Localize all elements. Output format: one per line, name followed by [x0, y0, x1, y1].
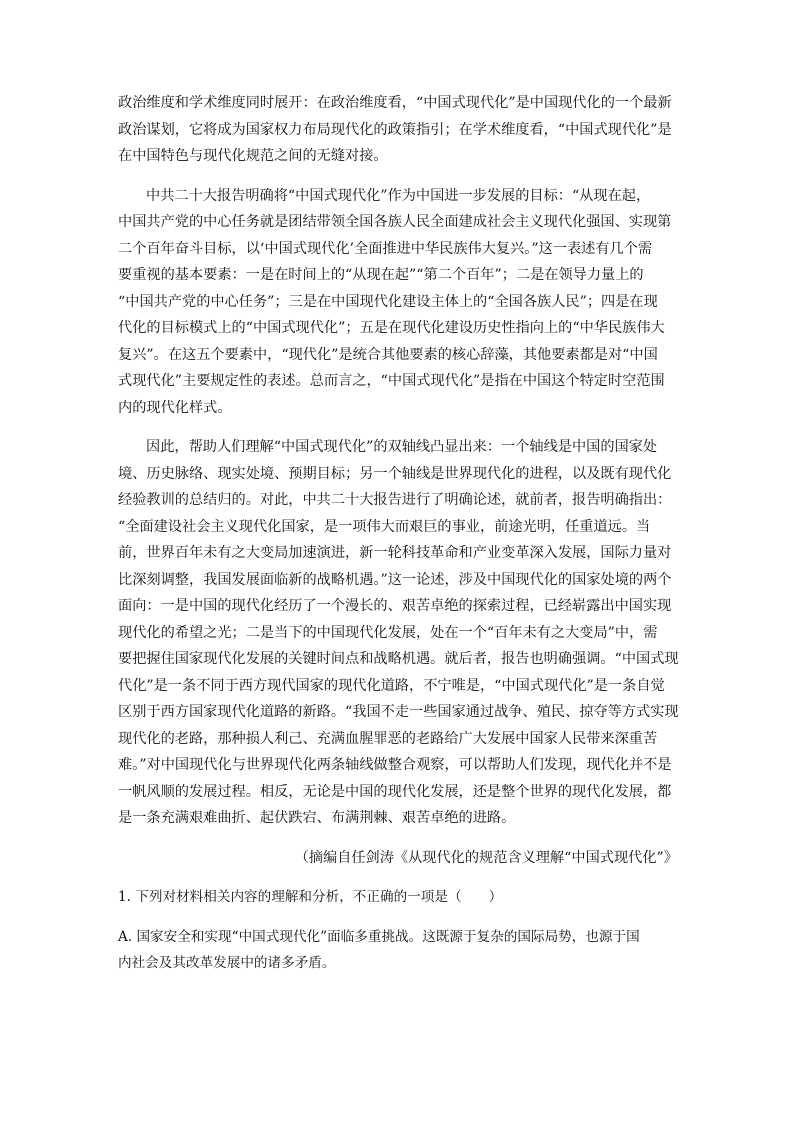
question-stem: 1. 下列对材料相关内容的理解和分析，不正确的一项是（ ）: [118, 889, 503, 905]
text-line: 中共二十大报告明确将“中国式现代化”作为中国进一步发展的目标：“从现在起，: [146, 187, 651, 204]
paragraph-1: [118, 90, 678, 170]
text-line: 式现代化”主要规定性的表述。总而言之，“中国式现代化”是指在中国这个特定时空范围: [118, 373, 665, 389]
text-line: 难。”对中国现代化与世界现代化两条轴线做整合观察，可以帮助人们发现，现代化并不是: [118, 757, 672, 773]
text-line: 二个百年奋斗目标，以‘中国式现代化’全面推进中华民族伟大复兴。”这一表述有几个需: [118, 240, 653, 257]
text-line: 中国共产党的中心任务就是团结带领全国各族人民全面建成社会主义现代化强国、实现第: [118, 214, 672, 230]
text-line: 面向：一是中国的现代化经历了一个漫长的、艰苦卓绝的探索过程，已经崭露出中国实现: [118, 598, 672, 614]
option-text-line: A. 国家安全和实现“中国式现代化”面临多重挑战。这既源于复杂的国际局势，也源于国: [118, 928, 640, 945]
text-line: 内的现代化样式。: [118, 399, 232, 416]
text-line: “中国共产党的中心任务”；三是在中国现代化建设主体上的“全国各族人民”；四是在现: [118, 293, 658, 310]
text-line: 现代化的希望之光；二是当下的中国现代化发展，处在一个“百年未有之大变局”中，需: [118, 624, 658, 641]
text-line: 经验教训的总结归的。对此，中共二十大报告进行了明确论述，就前者，报告明确指出：: [118, 492, 672, 508]
text-line: 一帆风顺的发展过程。相反，无论是中国的现代化发展，还是整个世界的现代化发展，都: [118, 783, 672, 800]
option-text-line: 内社会及其改革发展中的诸多矛盾。: [118, 955, 336, 971]
option-a: [118, 924, 678, 977]
text-line: 政治维度和学术维度同时展开：在政治维度看，“中国式现代化”是中国现代化的一个最新: [118, 95, 672, 111]
text-line: 因此，帮助人们理解“中国式现代化”的双轴线凸显出来：一个轴线是中国的国家处: [146, 439, 658, 455]
text-line: 要重视的基本要素：一是在时间上的“从现在起”“第二个百年”；二是在领导力量上的: [118, 267, 644, 283]
paragraph-3: [118, 434, 678, 832]
text-line: 代化”是一条不同于西方现代国家的现代化道路，不宁唯是，“中国式现代化”是一条自觉: [118, 677, 665, 694]
text-line: 境、历史脉络、现实处境、预期目标；另一个轴线是世界现代化的进程，以及既有现代化: [118, 465, 672, 482]
text-line: 比深刻调整，我国发展面临新的战略机遇。”这一论述，涉及中国现代化的国家处境的两个: [118, 571, 672, 588]
source-citation: （摘编自任剑涛《从现代化的规范含义理解“中国式现代化”》: [294, 849, 678, 866]
text-line: 政治谋划，它将成为国家权力布局现代化的政策指引；在学术维度看，“中国式现代化”是: [118, 121, 672, 138]
text-line: 前，世界百年未有之大变局加速演进，新一轮科技革命和产业变革深入发展，国际力量对: [118, 545, 672, 561]
text-line: “全面建设社会主义现代化国家，是一项伟大而艰巨的事业，前途光明，任重道远。当: [118, 518, 651, 535]
text-line: 复兴”。在这五个要素中，“现代化”是统合其他要素的核心辞藻，其他要素都是对“中国: [118, 346, 658, 363]
text-line: 区别于西方国家现代化道路的新路。“我国不走一些国家通过战争、殖民、掠夺等方式实现: [118, 704, 679, 720]
paragraph-2: [118, 183, 678, 422]
text-line: 在中国特色与现代化规范之间的无缝对接。: [118, 148, 388, 164]
text-line: 现代化的老路，那种损人利己、充满血腥罪恶的老路给广大发展中国家人民带来深重苦: [118, 730, 658, 747]
text-line: 要把握住国家现代化发展的关键时间点和战略机遇。就后者，报告也明确强调。“中国式现: [118, 651, 679, 667]
text-line: 是一条充满艰难曲折、起伏跌宕、布满荆棘、艰苦卓绝的进路。: [118, 810, 516, 826]
document-page: [118, 90, 678, 977]
text-line: 代化的目标模式上的“中国式现代化”；五是在现代化建设历史性指向上的“中华民族伟大: [118, 320, 665, 336]
